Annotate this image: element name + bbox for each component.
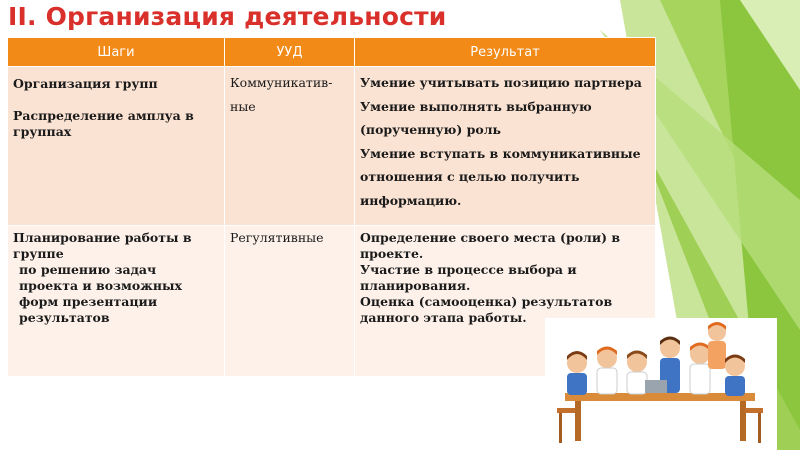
uud-cell xyxy=(225,67,355,226)
step-text: Планирование работы в группе xyxy=(13,230,192,261)
steps-cell xyxy=(8,226,225,377)
header-uud: УУД xyxy=(225,38,355,67)
uud-text: Коммуникатив-ные xyxy=(230,75,333,114)
steps-cell xyxy=(8,67,225,226)
result-text: Определение своего места (роли) в проекте. xyxy=(360,230,621,261)
uud-cell xyxy=(225,226,355,377)
header-result: Результат xyxy=(355,38,656,67)
result-cell xyxy=(355,67,656,226)
result-text: Участие в процессе выбора и планирования. xyxy=(360,262,577,293)
page-title: II. Организация деятельности xyxy=(8,2,447,31)
result-text: Умение выполнять выбранную (порученную) роль xyxy=(360,98,592,137)
uud-text: Регулятивные xyxy=(230,230,324,245)
table-header-row xyxy=(8,38,656,67)
result-text: Умение вступать в коммуникативные отношения с целью получить информацию. xyxy=(360,145,641,208)
table-row xyxy=(8,67,656,226)
result-text: Оценка (самооценка) результатов данного этапа работы. xyxy=(360,294,613,325)
step-text: по решению задач проекта и возможных форм презентации результатов xyxy=(19,262,182,325)
group-of-students-at-table-illustration xyxy=(545,318,777,450)
result-text: Умение учитывать позицию партнера xyxy=(360,75,642,90)
header-steps: Шаги xyxy=(8,38,225,67)
step-text: Организация групп xyxy=(13,76,158,91)
step-text: Распределение амплуа в группах xyxy=(13,108,194,139)
